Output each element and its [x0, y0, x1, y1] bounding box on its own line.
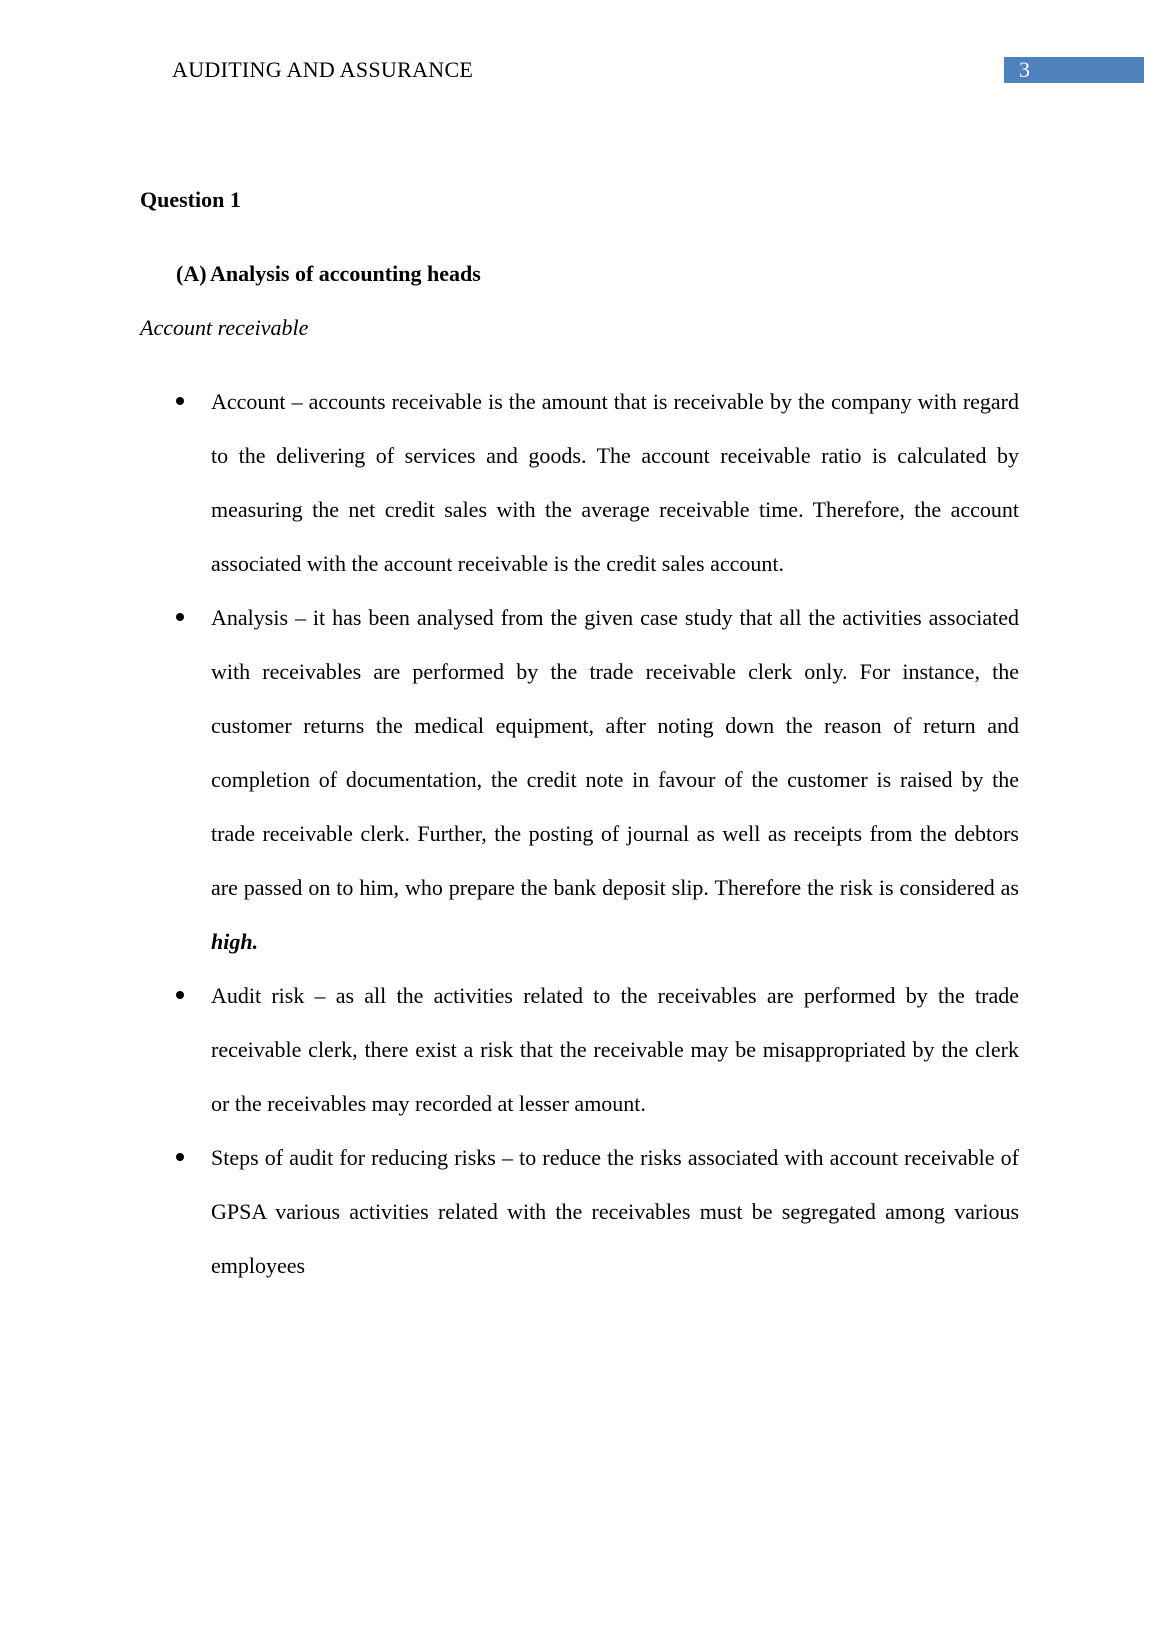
bullet-text: Analysis – it has been analysed from the given case study that all the activities associated with receivables are performed by the trade receivable clerk only. For instance, the customer returns the medical equipment, after noting down the reason of return and completion of documentation, the credit note in favour of the customer is raised by the trade receivable clerk. Further, the posting of journal as well as receipts from the debtors are passed on to him, who prepare the bank deposit slip. Therefore the risk is considered as [211, 605, 1019, 900]
question-heading: Question 1 [140, 187, 241, 212]
risk-level-emphasis: high. [211, 929, 259, 954]
bullet-text: Audit risk – as all the activities related to the receivables are performed by the trade receivable clerk, there exist a risk that the receivable may be misappropriated by the clerk or the receivables may recorded at lesser amount. [211, 983, 1019, 1116]
running-header-title: AUDITING AND ASSURANCE [172, 57, 474, 82]
section-label: (A) [176, 261, 207, 286]
bullet-item-audit-risk [176, 969, 1019, 1131]
bullet-item-analysis [176, 591, 1019, 969]
bullet-text: Steps of audit for reducing risks – to reduce the risks associated with account receivable of GPSA various activities related with the receivables must be segregated among various employees [211, 1145, 1019, 1278]
subheading-account-receivable: Account receivable [140, 315, 309, 340]
section-title: Analysis of accounting heads [210, 261, 481, 286]
bullet-icon [176, 991, 184, 999]
bullet-icon [176, 613, 184, 621]
bullet-icon [176, 397, 184, 405]
bullet-icon [176, 1153, 184, 1161]
bullet-text: Account – accounts receivable is the amount that is receivable by the company with regard to the delivering of services and goods. The account receivable ratio is calculated by measuring the net credit sales with the average receivable time. Therefore, the account associated with the account receivable is the credit sales account. [211, 389, 1019, 576]
page-number: 3 [1004, 57, 1144, 83]
section-heading [176, 261, 481, 287]
bullet-list [176, 375, 1019, 1293]
bullet-item-audit-steps [176, 1131, 1019, 1293]
bullet-item-account [176, 375, 1019, 591]
